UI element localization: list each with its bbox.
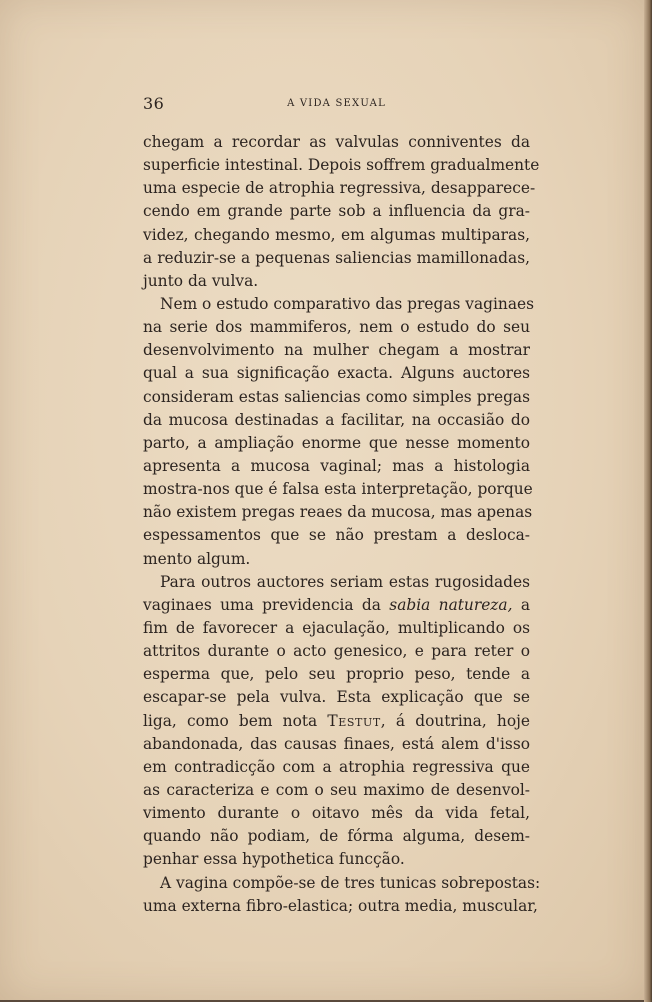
text-line: qual a sua significação exacta. Alguns auctores (143, 364, 530, 383)
paragraph-start-line: Nem o estudo comparativo das pregas vaginaes (160, 294, 535, 313)
page-header (143, 94, 530, 114)
text-fragment: a (512, 595, 530, 614)
page-number: 36 (143, 94, 165, 113)
text-line: parto, a ampliação enorme que nesse momento (143, 433, 530, 452)
text-line: a reduzir-se a pequenas saliencias mamillonadas, (143, 248, 530, 267)
text-line: escapar-se pela vulva. Esta explicação que se (143, 688, 530, 707)
text-line: desenvolvimento na mulher chegam a mostrar (143, 341, 530, 360)
text-line: mostra-nos que é falsa esta interpretação, porque (143, 480, 533, 499)
running-title: A VIDA SEXUAL (287, 98, 386, 109)
text-line: attritos durante o acto genesico, e para reter o (143, 642, 530, 661)
body-text (143, 131, 541, 918)
text-line: da mucosa destinadas a facilitar, na occasião do (143, 410, 530, 429)
text-line: superficie intestinal. Depois soffrem gradualmente (143, 156, 540, 175)
text-line: uma especie de atrophia regressiva, desapparece- (143, 179, 536, 198)
text-line: as caracteriza e com o seu maximo de desenvol- (143, 780, 530, 799)
text-line: consideram estas saliencias como simples pregas (143, 387, 530, 406)
text-line: esperma que, pelo seu proprio peso, tende a (143, 665, 530, 684)
text-line: videz, chegando mesmo, em algumas multiparas, (143, 225, 530, 244)
text-line (143, 710, 530, 733)
text-line: apresenta a mucosa vaginal; mas a histologia (143, 456, 530, 475)
text-line (143, 594, 530, 617)
text-fragment: liga, como bem nota (143, 711, 328, 730)
italic-phrase: sabia natureza, (389, 595, 513, 614)
text-line: abandonada, das causas finaes, está alem d'isso (143, 734, 530, 753)
paragraph-start-line: A vagina compõe-se de tres tunicas sobrepostas: (160, 873, 541, 892)
author-name: Testut (327, 711, 381, 730)
text-line: fim de favorecer a ejaculação, multiplicando os (143, 618, 530, 637)
text-line: cendo em grande parte sob a influencia da gra- (143, 202, 530, 221)
text-line: chegam a recordar as valvulas conniventes da (143, 133, 530, 151)
text-line: vimento durante o oitavo mês da vida fetal, (143, 804, 530, 823)
page-edge-shadow (644, 0, 652, 1002)
text-line: em contradicção com a atrophia regressiva que (143, 757, 530, 776)
text-line: penhar essa hypothetica funcção. (143, 850, 405, 869)
text-line: não existem pregas reaes da mucosa, mas apenas (143, 503, 533, 522)
text-line: mento algum. (143, 549, 251, 568)
paragraph-start-line: Para outros auctores seriam estas rugosidades (160, 572, 530, 591)
text-fragment: , á doutrina, hoje (380, 711, 530, 730)
text-line: na serie dos mammiferos, nem o estudo do seu (143, 318, 530, 337)
text-line: quando não podiam, de fórma alguma, desem- (143, 827, 530, 846)
text-line: espessamentos que se não prestam a desloca- (143, 526, 530, 545)
text-line: uma externa fibro-elastica; outra media, muscular, (143, 896, 538, 915)
text-fragment: vaginaes uma previdencia da (143, 595, 390, 614)
text-line: junto da vulva. (143, 271, 259, 290)
